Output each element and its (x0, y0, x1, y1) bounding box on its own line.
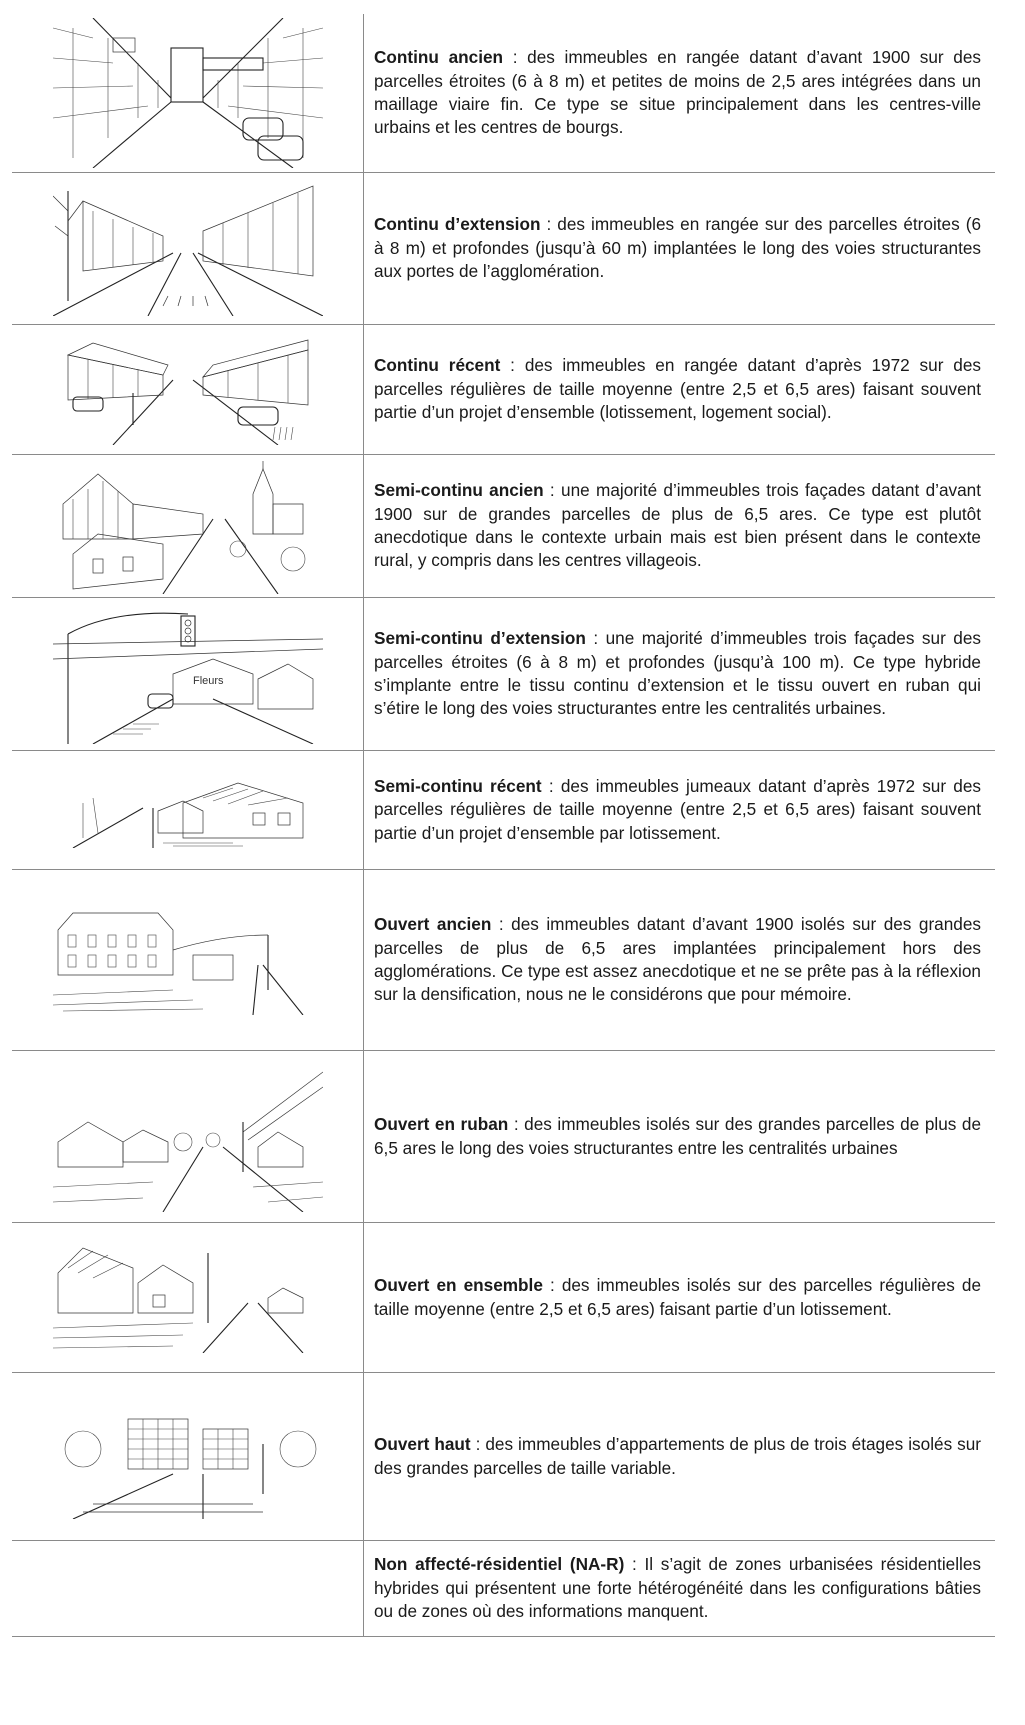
row-description: Ouvert haut : des immeubles d’appartements de plus de trois étages isolés sur des grandes parcelles de taille variable. (374, 1434, 982, 1478)
row-description: Ouvert ancien : des immeubles datant d’avant 1900 isolés sur des grandes parcelles de plus de 6,5 ares implantées principalement hors des agglomérations. Ce type est assez anecdotique et ne se prête pas à la réflexion sur la densification, nous ne le considérons que pour mémoire. (374, 914, 982, 1005)
avenue-row-houses-sketch (12, 173, 364, 324)
type-description: des immeubles isolés sur des grandes parcelles de plus de 6,5 ares le long des voies structurantes entre les centralités urbaines (374, 1114, 982, 1158)
shop-sign: Fleurs (192, 675, 224, 687)
modern-row-houses-sketch (12, 325, 364, 454)
row-description: Continu ancien : des immeubles en rangée datant d’avant 1900 sur des parcelles étroites (6 à 8 m) et petites de moins de 2,5 ares intégrées dans un maillage viaire fin. Ce type se situe principalement dans les centres-ville urbains et les centres de bourgs. (374, 47, 981, 138)
apartment-blocks-sketch (12, 1373, 364, 1540)
type-title: Semi-continu d’extension (374, 628, 586, 649)
type-title: Ouvert en ensemble (374, 1275, 543, 1296)
table-row (12, 1050, 995, 1222)
table-row (12, 14, 995, 172)
type-title: Semi-continu récent (374, 775, 542, 796)
housing-estate-sketch (12, 1223, 364, 1372)
empty-image-cell (12, 1541, 364, 1636)
ribbon-road-sketch (12, 1051, 364, 1222)
table-row (12, 597, 995, 750)
table-row (12, 324, 995, 454)
table-row (12, 869, 995, 1050)
table-row (12, 750, 995, 869)
dense-street-sketch (12, 14, 364, 172)
row-description: Semi-continu ancien : une majorité d’immeubles trois façades datant d’avant 1900 sur de grandes parcelles de plus de 6,5 ares. Ce type est plutôt anecdotique dans le contexte urbain mais est bien présent dans le contexte rural, y compris dans les centres villageois. (374, 480, 981, 571)
table-row (12, 1222, 995, 1372)
type-description: des immeubles d’appartements de plus de trois étages isolés sur des grandes parcelles de taille variable. (374, 1434, 982, 1478)
row-description: Non affecté-résidentiel (NA-R) : Il s’agit de zones urbanisées résidentielles hybrides qui présentent une forte hétérogénéité dans les configurations bâties ou de zones où des informations manquent. (374, 1554, 981, 1622)
type-description: des immeubles jumeaux datant d’après 1972 sur des parcelles régulières de taille moyenne (entre 2,5 et 6,5 ares) faisant souvent partie d’un projet d’ensemble par lotissement. (374, 775, 982, 843)
type-description: des immeubles en rangée datant d’avant 1900 sur des parcelles étroites (6 à 8 m) et petites de moins de 2,5 ares intégrées dans un maillage viaire fin. Ce type se situe principalement dans les centres-ville urbains et les centres de bourgs. (374, 47, 981, 138)
row-description: Continu d’extension : des immeubles en rangée sur des parcelles étroites (6 à 8 m) et profondes (jusqu’à 60 m) implantées le long des voies structurantes aux portes de l’agglomération. (374, 214, 982, 282)
type-description: une majorité d’immeubles trois façades sur des parcelles étroites (6 à 8 m) et profondes (jusqu’à 100 m). Ce type hybride s’implante entre le tissu continu d’extension et le tissu ouvert en ruban qui s’étire le long des voies structurantes entre les centralités urbaines. (374, 628, 981, 719)
table-row (12, 1372, 995, 1540)
type-description: une majorité d’immeubles trois façades datant d’avant 1900 sur de grandes parcelles de plus de 6,5 ares. Ce type est plutôt anecdotique dans le contexte urbain mais est bien présent dans le contexte rural, y compris dans les centres villageois. (374, 480, 981, 571)
twin-houses-sketch (12, 751, 364, 869)
type-title: Continu d’extension (374, 214, 541, 235)
type-title: Ouvert ancien (374, 914, 492, 935)
row-description: Semi-continu récent : des immeubles jumeaux datant d’après 1972 sur des parcelles régulières de taille moyenne (entre 2,5 et 6,5 ares) faisant souvent partie d’un projet d’ensemble par lotissement. (374, 775, 982, 843)
table-row (12, 172, 995, 324)
manor-house-sketch (12, 870, 364, 1050)
type-description: des immeubles en rangée datant d’après 1972 sur des parcelles régulières de taille moyenne (entre 2,5 et 6,5 ares) faisant souvent partie d’un projet d’ensemble (lotissement, logement social). (374, 355, 981, 423)
type-title: Semi-continu ancien (374, 480, 544, 501)
row-description: Semi-continu d’extension : une majorité d’immeubles trois façades sur des parcelles étroites (6 à 8 m) et profondes (jusqu’à 100 m). Ce type hybride s’implante entre le tissu continu d’extension et le tissu ouvert en ruban qui s’étire le long des voies structurantes entre les centralités urbaines. (374, 628, 981, 719)
row-description: Continu récent : des immeubles en rangée datant d’après 1972 sur des parcelles régulières de taille moyenne (entre 2,5 et 6,5 ares) faisant souvent partie d’un projet d’ensemble (lotissement, logement social). (374, 355, 981, 423)
typology-table (12, 14, 995, 1637)
village-church-sketch (12, 455, 364, 597)
type-title: Ouvert en ruban (374, 1114, 509, 1135)
type-description: des immeubles en rangée sur des parcelles étroites (6 à 8 m) et profondes (jusqu’à 60 m) implantées le long des voies structurantes aux portes de l’agglomération. (374, 214, 982, 282)
type-title: Continu ancien (374, 47, 504, 68)
table-row (12, 1540, 995, 1637)
row-description: Ouvert en ruban : des immeubles isolés sur des grandes parcelles de plus de 6,5 ares le long des voies structurantes entre les centralités urbaines (374, 1114, 982, 1158)
type-description: des immeubles datant d’avant 1900 isolés sur des grandes parcelles de plus de 6,5 ares implantées principalement hors des agglomérations. Ce type est assez anecdotique et ne se prête pas à la réflexion sur la densification, nous ne le considérons que pour mémoire. (374, 914, 982, 1005)
table-row (12, 454, 995, 597)
crossroads-traffic-light-sketch (12, 598, 364, 750)
type-title: Non affecté-résidentiel (NA-R) (374, 1554, 625, 1575)
row-description: Ouvert en ensemble : des immeubles isolés sur des parcelles régulières de taille moyenne (entre 2,5 et 6,5 ares) faisant partie d’un lotissement. (374, 1275, 982, 1319)
type-description: Il s’agit de zones urbanisées résidentielles hybrides qui présentent une forte hétérogénéité dans les configurations bâties ou de zones où des informations manquent. (374, 1554, 981, 1622)
type-title: Ouvert haut (374, 1434, 471, 1455)
type-description: des immeubles isolés sur des parcelles régulières de taille moyenne (entre 2,5 et 6,5 ares) faisant partie d’un lotissement. (374, 1275, 982, 1319)
type-title: Continu récent (374, 355, 501, 376)
